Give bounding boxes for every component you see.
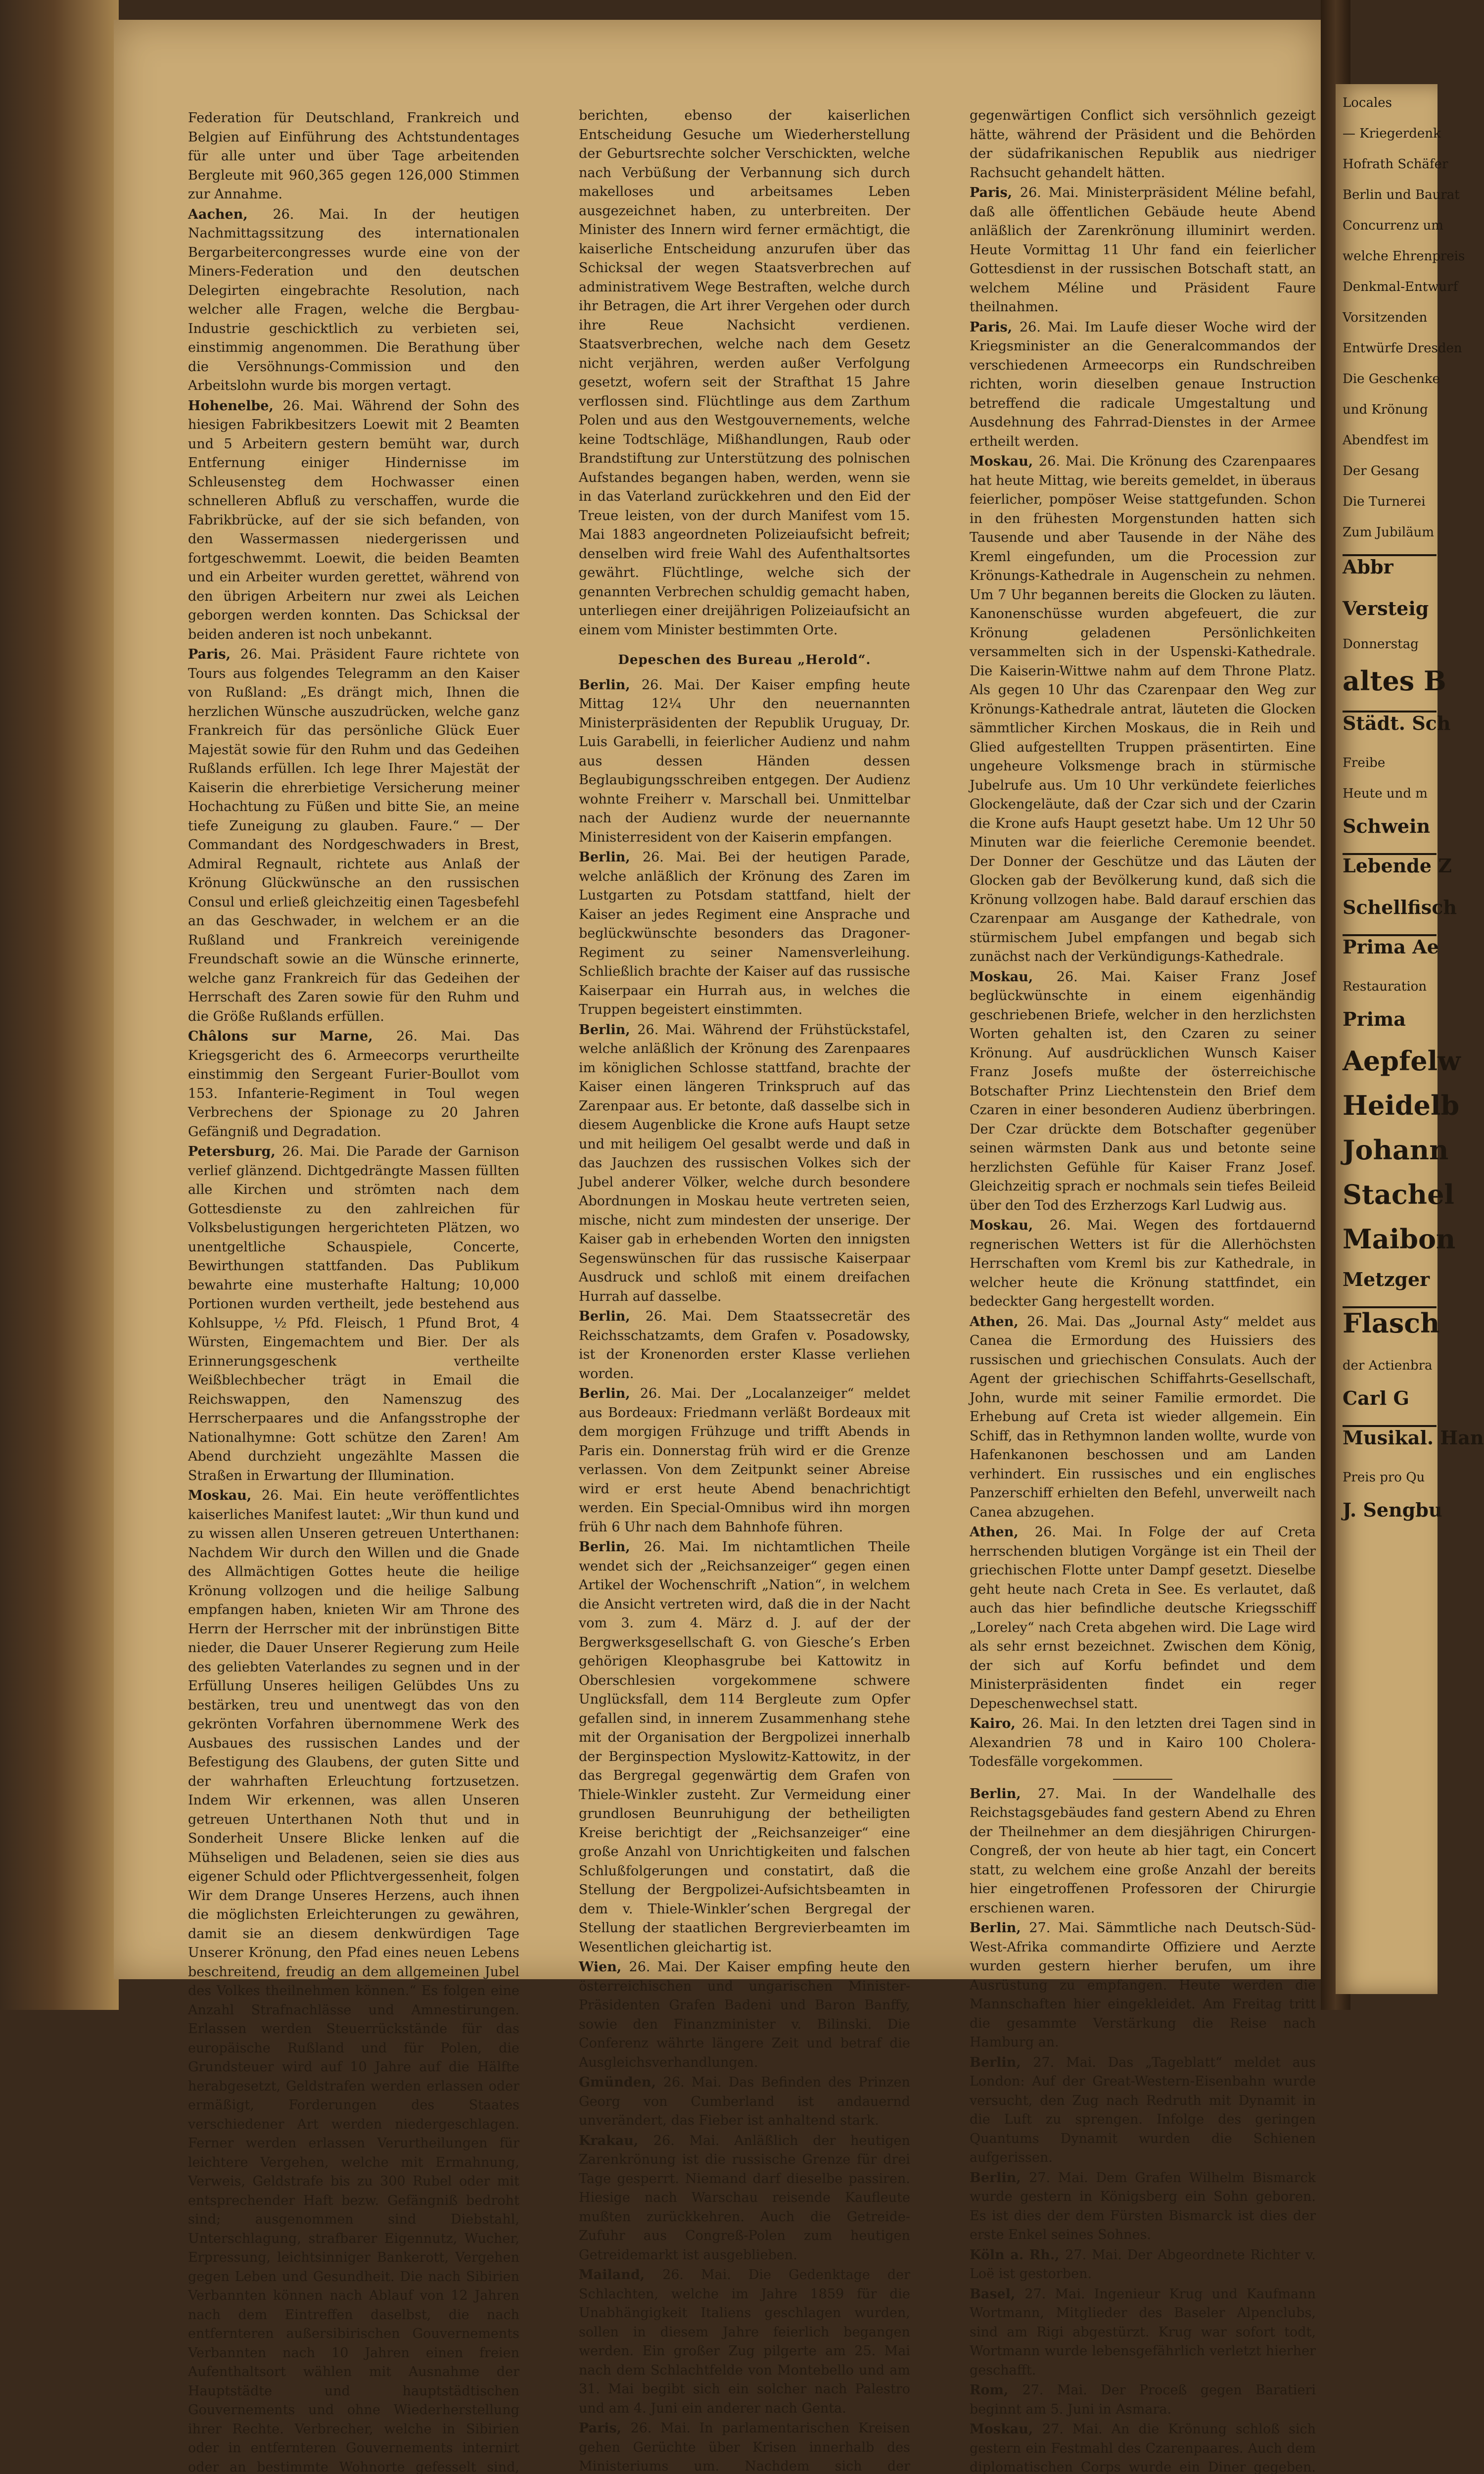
dateline: Berlin, — [970, 2170, 1029, 2186]
news-text: 26. Mai. Bei der heutigen Parade, welche anläßlich der Krönung des Zaren im Lustgarten zu Potsdam stattfand, hielt der Kaiser an jedes Regiment eine Ansprache und beglückwünschte besonders das Dragoner-Regiment zu seiner Namensverleihung. Schließlich brachte der Kaiser auf das russische Kaiserpaar ein Hurrah aus, in welches die Truppen begeistert einstimmten. — [579, 850, 910, 1017]
dateline: Berlin, — [970, 2054, 1033, 2070]
column-1 — [188, 109, 520, 2474]
news-item — [188, 1142, 519, 1485]
news-text: 26. Mai. Das Kriegsgericht des 6. Armeecorps verurtheilte einstimmig den Sergeant Furier-Boullot vom 153. Infanterie-Regiment in Toul wegen Verbrechens der Spionage zu 20 Jahren Gefängniß und Degradation. — [188, 1029, 519, 1140]
news-text: 26. Mai. Im nichtamtlichen Theile wendet sich der „Reichsanzeiger“ gegen einen Artikel der Wochenschrift „Nation“, in welchem die Ansicht vertreten wird, daß die in der Nacht vom 3. zum 4. März d. J. auf der der Bergwerksgesellschaft G. von Giesche’s Erben gehörigen Kleophasgrube bei Kattowitz in Oberschlesien vorgekommene schwere Unglücksfall, dem 114 Bergleute zum Opfer gefallen sind, in innerem Zusammenhang stehe mit der Organisation der Bergpolizei innerhalb der Berginspection Myslowitz-Kattowitz, in der das Bergregal gegenwärtig dem Grafen von Thiele-Winkler zusteht. Zur Vermeidung einer grundlosen Beunruhigung der betheiligten Kreise berichtigt der „Reichsanzeiger“ eine große Anzahl von Unrichtigkeiten und falschen Schlußfolgerungen und constatirt, daß die Stellung der Bergpolizei-Aufsichtsbeamten in dem v. Thiele-Winkler’schen Bergregal der Stellung der staatlichen Bergrevierbeamten im Wesentlichen gleichartig ist. — [579, 1539, 910, 1955]
news-item — [188, 1027, 519, 1142]
news-text: 26. Mai. In den letzten drei Tagen sind in Alexandrien 78 und in Kairo 100 Cholera-Todesfälle vorgekommen. — [970, 1716, 1316, 1769]
dateline: Wien, — [579, 1959, 629, 1975]
dateline: Petersburg, — [188, 1144, 282, 1159]
news-text: 26. Mai. In parlamentarischen Kreisen gehen Gerüchte über Krisen innerhalb des Ministeriums um. Nachdem sich der — [579, 2421, 910, 2474]
dateline: Berlin, — [579, 1386, 640, 1401]
news-item — [970, 318, 1316, 452]
news-item — [970, 452, 1316, 967]
section-divider — [1113, 1779, 1172, 1780]
news-text: 27. Mai. Dem Grafen Wilhelm Bismarck wurde gestern in Königsberg ein Sohn geboren. Es ist dies der dem Fürsten Bismarck ist dies der erste Enkel seines Sohnes. — [970, 2170, 1316, 2242]
news-item — [188, 1486, 519, 2474]
dateline: Paris, — [188, 647, 240, 662]
news-text: 26. Mai. Im Laufe dieser Woche wird der Kriegsminister an die Generalcommandos der verschiedenen Armeecorps ein Rundschreiben richten, worin dieselben genaue Instruction betreffend die radicale Umgestaltung und Ausdehnung des Fahrrad-Dienstes in der Armee ertheilt werden. — [970, 319, 1316, 449]
news-item — [970, 2169, 1316, 2245]
adjacent-page-text: J. Sengbu — [1343, 1499, 1442, 1521]
adjacent-page-text: Denkmal-Entwurf — [1343, 280, 1458, 294]
adjacent-page-text: — Kriegerdenk — [1343, 126, 1441, 141]
dateline: Moskau, — [970, 1218, 1050, 1233]
column-2 — [579, 106, 911, 2474]
adjacent-page-text: Heidelb — [1343, 1090, 1460, 1121]
news-item — [188, 645, 519, 1026]
dateline: Moskau, — [970, 454, 1039, 469]
adjacent-page-text: Locales — [1343, 95, 1392, 110]
adjacent-page-text: und Krönung — [1343, 402, 1428, 417]
adjacent-page-text: Zum Jubiläum — [1343, 525, 1435, 540]
news-item — [579, 2073, 910, 2131]
news-item — [970, 2053, 1316, 2168]
adjacent-page-text: Restauration — [1343, 979, 1427, 994]
adjacent-page-text: Flasch — [1343, 1307, 1440, 1339]
news-item — [579, 676, 910, 848]
adjacent-page-text: Die Turnerei — [1343, 494, 1426, 509]
news-text: 26. Mai. In der heutigen Nachmittagssitzung des internationalen Bergarbeitercongresses wurde eine von der Miners-Federation und den deutschen Delegirten eingebrachte Resolution, nach welcher alle Fragen, welche die Bergbau-Industrie geschicktlich zu verbieten sei, einstimmig angenommen. Die Berathung über die Versöhnungs-Commission und den Arbeitslohn wurde bis morgen vertagt. — [188, 206, 519, 393]
news-text: 26. Mai. Die Krönung des Czarenpaares hat heute Mittag, wie bereits gemeldet, in überaus feierlicher, pompöser Weise stattgefunden. Schon in den frühesten Morgenstunden hatten sich Tausende und aber Tausende in der Nähe des Kreml eingefunden, um die Procession zur Krönungs-Kathedrale in Augenschein zu nehmen. Um 7 Uhr begannen bereits die Glocken zu läuten. Kanonenschüsse wurden abgefeuert, die zur Krönung geladenen Persönlichkeiten versammelten sich in der Uspenski-Kathedrale. Die Kaiserin-Wittwe nahm auf dem Throne Platz. Als gegen 10 Uhr das Czarenpaar den Weg zur Krönungs-Kathedrale antrat, läuteten die Glocken sämmtlicher Kirchen Moskaus, die in Reih und Glied aufgestellten Truppen präsentirten. Eine ungeheure Volksmenge brach in stürmische Jubelrufe aus. Um 10 Uhr verkündete feierliches Glockengeläute, daß der Czar sich und der Czarin die Krone aufs Haupt gesetzt habe. Um 12 Uhr 50 Minuten war die feierliche Ceremonie beendet. Der Donner der Geschütze und das Läuten der Glocken gab der Bevölkerung kund, daß sich die Krönung vollzogen habe. Bald darauf erschien das Czarenpaar am Ausgange der Kathedrale, von stürmischem Jubel empfangen und begab sich zunächst nach der Verkündigungs-Kathedrale. — [970, 454, 1316, 964]
dateline: Berlin, — [579, 1309, 646, 1324]
news-item — [579, 2266, 910, 2418]
adjacent-page-text: Concurrenz um — [1343, 218, 1443, 233]
adjacent-page-text: Aepfelw — [1343, 1045, 1461, 1077]
adjacent-page-text: Maibon — [1343, 1223, 1456, 1255]
adjacent-page-text: Prima — [1343, 1008, 1406, 1030]
news-item — [970, 2381, 1316, 2419]
news-text: 26. Mai. Anläßlich der heutigen Zarenkrönung ist die russische Grenze für drei Tage gesperrt. Niemand darf dieselbe passiren. Hiesige nach Warschau reisende Kaufleute mußten zurückkehren. Auch die Getreide-Zufuhr aus Congreß-Polen zum heutigen Getreidemarkt ist ausgeblieben. — [579, 2133, 911, 2263]
adjacent-page-text: Heute und m — [1343, 786, 1428, 801]
news-text: 26. Mai. Präsident Faure richtete von Tours aus folgendes Telegramm an den Kaiser von Rußland: „Es drängt mich, Ihnen die herzlichen Wünsche auszudrücken, welche ganz Frankreich für das persönliche Glück Euer Majestät sowie für den Ruhm und das Gedeihen Rußlands erfüllen. Ich lege Ihrer Majestät der Kaiserin die ehrerbietige Versicherung meiner Hochachtung zu Füßen und bitte Sie, an meine tiefe Zuneigung zu glauben. Faure.“ — Der Commandant des Nordgeschwaders in Brest, Admiral Regnault, richtete aus Anlaß der Krönung Glückwünsche an den russischen Consul und erließ gleichzeitig einen Tagesbefehl an das Geschwader, in welchem er an die Rußland und Frankreich vereinigende Freundschaft sowie an die Wünsche erinnerte, welche ganz Frankreich für das Gedeihen der Herrschaft des Zaren sowie für den Ruhm und die Größe Rußlands erfüllen. — [188, 647, 519, 1024]
news-text: 26. Mai. Kaiser Franz Josef beglückwünschte in einem eigenhändig geschriebenen Briefe, welcher in den herzlichsten Worten gehalten ist, den Czaren zu seiner Krönung. Auf ausdrücklichen Wunsch Kaiser Franz Josefs mußte der österreichische Botschafter Prinz Liechtenstein den Brief dem Czaren in einer besonderen Audienz überbringen. Der Czar drückte dem Botschafter gegenüber seinen wärmsten Dank aus und betonte seine herzlichsten Gefühle für Kaiser Franz Josef. Gleichzeitig sprach er nochmals sein tiefes Beileid über den Tod des Erzherzogs Karl Ludwig aus. — [970, 969, 1316, 1213]
adjacent-page-text: Abbr — [1343, 554, 1437, 578]
dateline: Basel, — [970, 2286, 1025, 2302]
news-text: 27. Mai. Das „Tageblatt“ meldet aus London: Auf der Great-Western-Eisenbahn wurde versucht, den Zug nach Redruth mit Dynamit in die Luft zu sprengen. Infolge des geringen Quantums Dynamit wurden die Schienen aufgerissen. — [970, 2054, 1316, 2165]
news-item — [970, 106, 1316, 183]
news-item — [970, 2285, 1316, 2380]
dateline: Berlin, — [579, 850, 643, 865]
dateline: Rom, — [970, 2382, 1022, 2398]
adjacent-page-text: Lebende Z — [1343, 853, 1437, 877]
dateline: Berlin, — [970, 1786, 1038, 1802]
news-item — [579, 848, 910, 1020]
adjacent-page-text: der Actienbra — [1343, 1358, 1433, 1373]
news-item — [970, 1216, 1316, 1312]
news-item — [970, 968, 1316, 1216]
news-item — [579, 1958, 910, 2072]
news-item — [579, 1021, 910, 1307]
adjacent-page-text: Städt. Sch — [1343, 711, 1437, 734]
adjacent-page-text: altes B — [1343, 665, 1446, 697]
news-item — [579, 106, 910, 640]
dateline: Krakau, — [579, 2133, 653, 2148]
adjacent-page-text: Abendfest im — [1343, 433, 1429, 448]
dateline: Berlin, — [579, 677, 642, 693]
adjacent-page-text: Entwürfe Dresden — [1343, 341, 1462, 356]
news-text: 26. Mai. Während der Sohn des hiesigen Fabrikbesitzers Loewit mit 2 Beamten und 5 Arbeitern gestern bemüht war, durch Entfernung einiger Hindernisse im Schleusensteg dem Hochwasser einen schnelleren Abfluß zu verschaffen, wurde die Fabrikbrücke, auf der sie sich befanden, von den Wassermassen niedergerissen und fortgeschwemmt. Loewit, die beiden Beamten und ein Arbeiter wurden gerettet, während von den übrigen Arbeitern nur zwei als Leichen geborgen werden konnten. Das Schicksal der beiden anderen ist noch unbekannt. — [188, 398, 519, 642]
news-text: 26. Mai. Die Gedenktage der Schlachten, welche im Jahre 1859 für die Unabhängigkeit Italiens geschlagen wurden, sollen in diesem Jahre feierlich begangen werden. Ein großer Zug pilgerte am 25. Mai nach dem Schlachtfelde von Montebello und am 31. Mai begibt sich ein solcher nach Palestro und am 4. Juni ein anderer nach Genta. — [579, 2267, 910, 2416]
adjacent-page-text: Schellfisch — [1343, 896, 1457, 918]
section-heading: Depeschen des Bureau „Herold“. — [618, 653, 871, 667]
news-text: 26. Mai. Ein heute veröffentlichtes kaiserliches Manifest lautet: „Wir thun kund und zu wissen allen Unseren getreuen Unterthanen: Nachdem Wir durch den Willen und die Gnade des Allmächtigen Gottes heute die heilige Krönung vollzogen und die heilige Salbung empfangen haben, knieten Wir am Throne des Herrn der Herrscher mit der inbrünstigen Bitte nieder, die Dauer Unserer Regierung zum Heile des geliebten Vaterlandes zu segnen und in der Erfüllung Unseres heiligen Gelübdes Uns zu bestärken, treu und unentwegt das von den gekrönten Vorfahren übernommene Werk des Ausbaues des russischen Landes und der Befestigung des Glaubens, der guten Sitte und der wahrhaften Erleuchtung fortzusetzen. Indem Wir erkennen, was allen Unseren getreuen Unterthanen Noth thut und in Sonderheit Unsere Blicke lenken auf die Mühseligen und Beladenen, seien sie dies aus eigener Schuld oder Pflichtvergessenheit, folgen Wir dem Drange Unseres Herzens, auch ihnen die möglichsten Erleichterungen zu gewähren, damit sie an diesem denkwürdigen Tage Unserer Krönung, den Pfad eines neuen Lebens beschreitend, freudig an dem allgemeinen Jubel des Volkes theilnehmen können.“ Es folgen eine Anzahl Strafnachlässe und Amnestirungen. Erlassen werden Steuerrückstände für das europäische Rußland und für Polen, die Grundsteuer wird auf 10 Jahre auf die Hälfte herabgesetzt, Geldstrafen werden erlassen oder ermäßigt, Forderungen des Staates verschiedener Art werden niedergeschlagen. Ferner werden erlassen Verurtheilungen für leichtere Vergehen, welche mit Ermahnung, Verweis, Geldstrafe bis zu 300 Rubel oder mit entsprechender Haft bezw. Gefängniß bedroht sind; ausgenommen sind Diebstahl, Unterschlagung, strafbarer Eigennutz, Wucher, Erpressung, leichtsinniger Bankerott, Vergehen gegen Leben und Gesundheit. Die nach Sibirien Verbannten können nach Ablauf von 12 Jahren nach dem Eintreffen daselbst, die nach entfernteren außersibirischen Gouvernements Verbannten nach 10 Jahren einen freien Aufenthaltsort wählen mit Ausnahme der Hauptstädte und hauptstädtischen Gouvernements und ohne Wiederherstellung ihrer Rechte. Verbrecher, welche in Sibirien oder in entfernteren Gouvernements internirt oder an bestimmte Wohnorte gefesselt sind, — [188, 1488, 520, 2474]
news-item — [970, 2246, 1316, 2284]
news-item — [579, 1384, 910, 1537]
news-text: 26. Mai. Der Kaiser empfing heute Mittag 12¼ Uhr den neuernannten Ministerpräsidenten der Republik Uruguay, Dr. Luis Garabelli, in feierlicher Audienz und nahm aus dessen Händen dessen Beglaubigungsschreiben entgegen. Der Audienz wohnte Freiherr v. Marschall bei. Unmittelbar nach der Audienz wurde der neuernannte Ministerresident von der Kaiserin empfangen. — [579, 677, 910, 845]
news-item — [970, 1785, 1316, 1918]
adjacent-page-text: Prima Ae — [1343, 934, 1437, 958]
news-text: 26. Mai. Ministerpräsident Méline befahl, daß alle öffentlichen Gebäude heute Abend anläßlich der Zarenkrönung illuminirt werden. Heute Vormittag 11 Uhr fand ein feierlicher Gottesdienst in der russischen Botschaft statt, an welchem Méline und Präsident Faure theilnahmen. — [970, 185, 1316, 315]
news-text: 26. Mai. Dem Staatssecretär des Reichsschatzamts, dem Grafen v. Posadowsky, ist der Kronenorden erster Klasse verliehen worden. — [579, 1309, 910, 1381]
news-text: 26. Mai. Während der Frühstückstafel, welche anläßlich der Krönung des Zarenpaares im königlichen Schlosse stattfand, brachte der Kaiser einen längeren Trinkspruch auf das Zarenpaar aus. Er betonte, daß dasselbe sich in diesem Augenblicke die Krone aufs Haupt setze und mit heiligem Oel gesalbt werde und daß in das Jauchzen des russischen Volkes sich der Jubel anderer Völker, welche durch besondere Abordnungen in Moskau heute vertreten seien, mische, nicht zum mindesten der unserige. Der Kaiser gab in erhebenden Worten den innigsten Segenswünschen für das russische Kaiserpaar Ausdruck und schloß mit einem dreifachen Hurrah auf dasselbe. — [579, 1022, 910, 1304]
dateline: Moskau, — [188, 1488, 262, 1503]
news-item — [188, 205, 519, 396]
dateline: Châlons sur Marne, — [188, 1029, 397, 1044]
adjacent-page-fragment — [1336, 84, 1484, 1994]
dateline: Athen, — [970, 1314, 1027, 1330]
adjacent-page-text: Freibe — [1343, 756, 1386, 770]
dateline: Kairo, — [970, 1716, 1022, 1731]
dateline: Moskau, — [970, 969, 1057, 985]
news-text: 27. Mai. In der Wandelhalle des Reichstagsgebäudes fand gestern Abend zu Ehren der Theilnehmer an dem diesjährigen Chirurgen-Congreß, der von heute ab hier tagt, ein Concert statt, zu welchem eine große Anzahl der bereits hier eingetroffenen Professoren der Chirurgie erschienen waren. — [970, 1786, 1316, 1916]
news-text: 27. Mai. An die Krönung schloß sich gestern ein Festmahl des Czarenpaares. Auch dem diplomatischen Corps wurde ein Diner gegeben. — [970, 2422, 1316, 2474]
adjacent-page-text: Musikal. Han — [1343, 1425, 1437, 1449]
dateline: Berlin, — [579, 1022, 638, 1038]
news-item — [579, 1538, 910, 1957]
news-text: Federation für Deutschland, Frankreich und Belgien auf Einführung des Achtstundentages für alle unter und über Tage arbeitenden Bergleute mit 960,365 gegen 126,000 Stimmen zur Annahme. — [188, 110, 519, 202]
news-item — [579, 1307, 910, 1383]
news-text: gegenwärtigen Conflict sich versöhnlich gezeigt hätte, während der Präsident und die Behörden der südafrikanischen Republik aus niedriger Rachsucht gehandelt hätten. — [970, 108, 1316, 181]
news-item — [970, 1523, 1316, 1713]
news-item — [970, 2420, 1316, 2474]
news-item — [970, 184, 1316, 317]
adjacent-page-text: Vorsitzenden — [1343, 310, 1428, 325]
news-text: 26. Mai. In Folge der auf Creta herrschenden blutigen Vorgänge ist ein Theil der griechischen Flotte unter Dampf gesetzt. Dieselbe geht heute nach Creta in See. Es verlautet, daß auch das hier befindliche deutsche Kriegsschiff „Loreley“ nach Creta abgehen wird. Die Lage wird als sehr ernst bezeichnet. Zwischen dem König, der sich auf Korfu befindet und dem Ministerpräsidenten findet ein reger Depeschenwechsel statt. — [970, 1524, 1316, 1712]
dateline: Athen, — [970, 1524, 1035, 1540]
dateline: Aachen, — [188, 206, 273, 222]
adjacent-page-text: Versteig — [1343, 597, 1429, 619]
adjacent-page-text: welche Ehrenpreis — [1343, 249, 1465, 264]
news-text: berichten, ebenso der kaiserlichen Entscheidung Gesuche um Wiederherstellung der Geburtsrechte solcher Verschickten, welche nach Verbüßung der Verbannung sich durch makelloses und arbeitsames Leben ausgezeichnet haben, zu unterbreiten. Der Minister des Innern wird ferner ermächtigt, die kaiserliche Entscheidung anzurufen über das Schicksal der wegen Staatsverbrechen auf administrativem Wege Bestraften, welche durch ihr Betragen, die Art ihrer Vergehen oder durch ihre Reue Nachsicht verdienen. Staatsverbrechen, welche nach dem Gesetz nicht verjähren, werden außer Verfolgung gesetzt, wofern seit der Strafthat 15 Jahre verflossen sind. Flüchtlinge aus dem Zarthum Polen und aus den Westgouvernements, welche keine Todtschläge, Mißhandlungen, Raub oder Brandstiftung zur Unterstützung des polnischen Aufstandes begangen haben, werden, wenn sie in das Vaterland zurückkehren und den Eid der Treue leisten, von der durch Manifest vom 15. Mai 1883 angeordneten Polizeiaufsicht befreit; denselben wird freie Wahl des Aufenthaltsortes gewährt. Flüchtlinge, welche sich der genannten Verbrechen schuldig gemacht haben, unterliegen einer dreijährigen Polizeiaufsicht an einem vom Minister bestimmten Orte. — [579, 108, 910, 638]
dateline: Paris, — [970, 319, 1020, 335]
adjacent-page-text: Hofrath Schäfer — [1343, 157, 1448, 172]
news-item — [579, 2132, 910, 2265]
adjacent-page-text: Johann — [1343, 1134, 1449, 1166]
news-text: 26. Mai. Wegen des fortdauernd regnerischen Wetters ist für die Allerhöchsten Herrschaften vom Kreml bis zur Kathedrale, in welcher heute die Krönung stattfindet, ein bedeckter Gang hergestellt worden. — [970, 1218, 1316, 1309]
dateline: Gmünden, — [579, 2075, 663, 2090]
adjacent-page-text: Stachel — [1343, 1179, 1454, 1210]
adjacent-page-text: Der Gesang — [1343, 464, 1420, 478]
news-item — [970, 1313, 1316, 1522]
news-text: 27. Mai. Der Proceß gegen Baratieri beginnt am 5. Juni in Asmara. — [970, 2382, 1316, 2417]
adjacent-page-text: Carl G — [1343, 1387, 1410, 1409]
news-item — [188, 109, 519, 204]
news-text: 27. Mai. Ingenieur Krug und Kaufmann Wortmann, Mitglieder des Baseler Alpenclubs, sind am Rigi abgestürzt. Krug war sofort todt, Wortmann wurde lebensgefährlich verletzt hierher geschafft. — [970, 2286, 1316, 2378]
dateline: Mailand, — [579, 2267, 663, 2283]
adjacent-page-text: Preis pro Qu — [1343, 1470, 1425, 1485]
dateline: Berlin, — [970, 1920, 1029, 1936]
news-text: 26. Mai. Die Parade der Garnison verlief glänzend. Dichtgedrängte Massen füllten alle Kirchen und strömten nach dem Gottesdienste zu den zahlreichen für Volksbelustigungen hergerichteten Plätzen, wo unentgeltliche Schauspiele, Concerte, Bewirthungen stattfanden. Das Publikum bewahrte eine musterhafte Haltung; 10,000 Portionen wurden vertheilt, jede bestehend aus Kohlsuppe, ½ Pfd. Fleisch, 1 Pfund Brot, 4 Würsten, Eingemachtem und Bier. Der als Erinnerungsgeschenk vertheilte Weißblechbecher trägt in Email die Reichswappen, den Namenszug des Herrscherpaares und die Anfangsstrophe der Nationalhymne: Gott schütze den Zaren! Am Abend durchzieht ungezählte Massen die Straßen in Erwartung der Illumination. — [188, 1144, 519, 1483]
news-text: 26. Mai. Das Befinden des Prinzen Georg von Cumberland ist andauernd unverändert, das Fieber ist anhaltend stark. — [579, 2075, 910, 2128]
adjacent-page-text: Berlin und Baurat — [1343, 188, 1460, 202]
news-text: 26. Mai. Das „Journal Asty“ meldet aus Canea die Ermordung des Huissiers des russischen und griechischen Consulats. Auch der Agent der griechischen Schiffahrts-Gesellschaft, John, wurde mit seiner Familie ermordet. Die Erhebung auf Creta ist wieder allgemein. Ein Schiff, das in Rethymnon landen wollte, wurde von Hafenkanonen beschossen und am Landen verhindert. Ein russisches und ein englisches Panzerschiff erhielten den Befehl, unverweilt nach Canea abzugehen. — [970, 1314, 1316, 1520]
dateline: Paris, — [970, 185, 1020, 200]
news-text: 27. Mai. Sämmtliche nach Deutsch-Süd-West-Afrika commandirte Offiziere und Aerzte wurden gestern hierher berufen, um ihre Ausrüstung zu empfangen. Heute werden die Mannschaften hier eingekleidet. Am Freitag tritt die gesammte Verstärkung die Reise nach Hamburg an. — [970, 1920, 1316, 2050]
book-edge-left — [0, 0, 119, 2010]
adjacent-page-text: Metzger — [1343, 1268, 1430, 1290]
dateline: Köln a. Rh., — [970, 2247, 1066, 2263]
news-item — [579, 2419, 910, 2474]
adjacent-page-text: Schwein — [1343, 815, 1431, 837]
dateline: Paris, — [579, 2421, 631, 2436]
dateline: Moskau, — [970, 2422, 1043, 2437]
news-item — [188, 397, 519, 645]
column-3 — [970, 106, 1316, 2474]
adjacent-page-text: Donnerstag — [1343, 637, 1419, 652]
news-item — [970, 1714, 1316, 1772]
dateline: Hohenelbe, — [188, 398, 283, 414]
news-text: 27. Mai. Der Abgeordnete Richter v. Loë ist gestorben. — [970, 2247, 1316, 2282]
news-text: 26. Mai. Der Kaiser empfing heute den österreichischen und ungarischen Minister-Präsidenten Grafen Badeni und Baron Banffy, sowie den Finanzminister v. Bilinski. Die Conferenz währte längere Zeit und betraf die Ausgleichsverhandlungen. — [579, 1959, 910, 2070]
news-item — [970, 1919, 1316, 2052]
dateline: Berlin, — [579, 1539, 644, 1555]
news-text: 26. Mai. Der „Localanzeiger“ meldet aus Bordeaux: Friedmann verläßt Bordeaux mit dem morgigen Frühzuge und trifft Abends in Paris ein. Donnerstag früh wird er die Grenze verlassen. Von dem Zeitpunkt seiner Abreise wird er erst heute Abend benachrichtigt werden. Ein Special-Omnibus wird ihn morgen früh 6 Uhr nach dem Bahnhofe führen. — [579, 1386, 910, 1535]
adjacent-page-text: Die Geschenke — [1343, 372, 1440, 386]
